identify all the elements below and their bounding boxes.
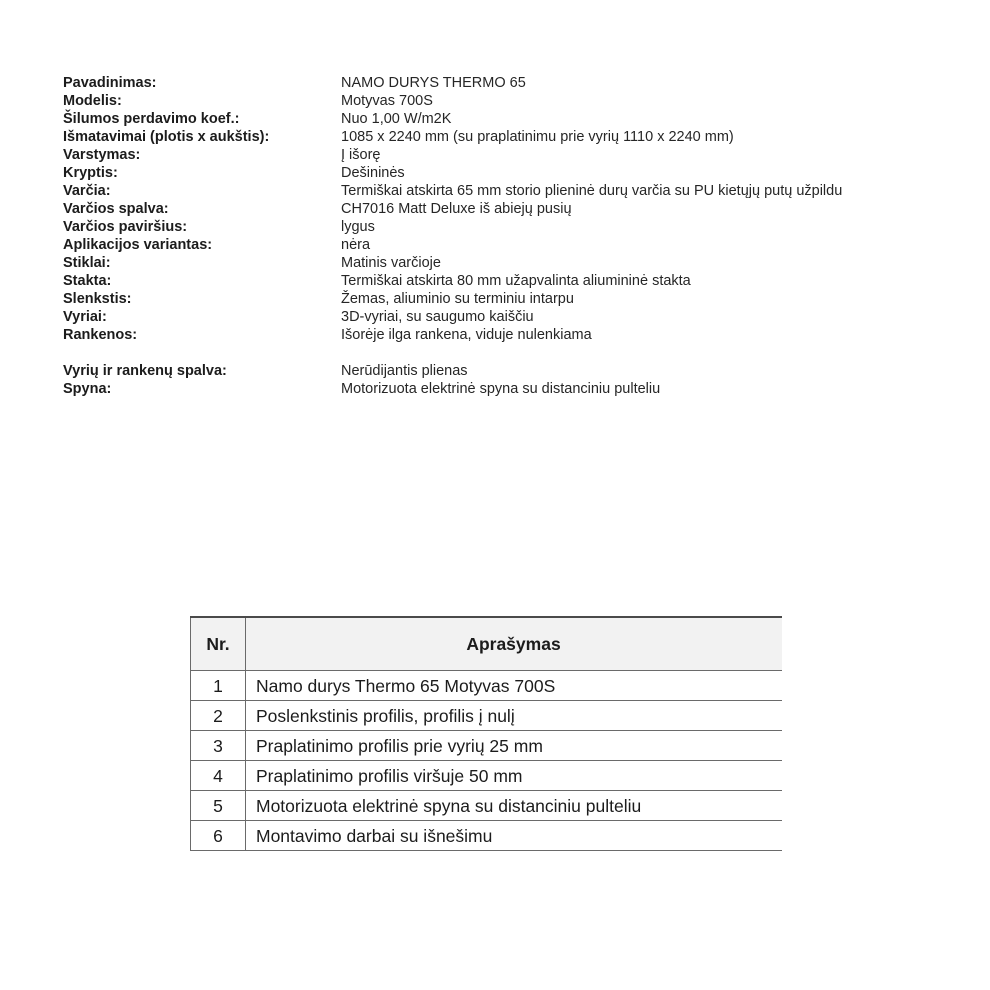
table-header-row xyxy=(191,617,783,671)
row-number: 6 xyxy=(191,821,246,851)
spec-row-glass xyxy=(63,254,943,272)
table-row xyxy=(191,791,783,821)
row-description: Praplatinimo profilis viršuje 50 mm xyxy=(246,761,783,791)
row-number: 4 xyxy=(191,761,246,791)
table-row xyxy=(191,731,783,761)
row-description: Poslenkstinis profilis, profilis į nulį xyxy=(246,701,783,731)
table-row xyxy=(191,761,783,791)
spec-label: Stakta: xyxy=(63,273,112,289)
spec-value: Motorizuota elektrinė spyna su distanciniu pulteliu xyxy=(341,381,661,397)
spec-spacer xyxy=(63,344,943,362)
spec-label: Kryptis: xyxy=(63,165,118,181)
spec-row-frame xyxy=(63,272,943,290)
spec-value: Dešininės xyxy=(341,165,405,181)
spec-row-name xyxy=(63,74,943,92)
spec-value: Žemas, aliuminio su terminiu intarpu xyxy=(341,291,574,307)
spec-row-application xyxy=(63,236,943,254)
table-row xyxy=(191,701,783,731)
spec-row-leaf-color xyxy=(63,200,943,218)
spec-value: nėra xyxy=(341,237,371,253)
spec-label: Modelis: xyxy=(63,93,122,109)
spec-value: Motyvas 700S xyxy=(341,93,433,109)
row-number: 1 xyxy=(191,671,246,701)
items-table xyxy=(190,616,782,851)
spec-label: Rankenos: xyxy=(63,327,138,343)
spec-value: Matinis varčioje xyxy=(341,255,441,271)
spec-value: 3D-vyriai, su saugumo kaiščiu xyxy=(341,309,534,325)
header-nr: Nr. xyxy=(191,617,246,671)
items-table-wrapper xyxy=(190,616,780,851)
spec-label: Aplikacijos variantas: xyxy=(63,237,213,253)
spec-label: Pavadinimas: xyxy=(63,75,157,91)
spec-row-threshold xyxy=(63,290,943,308)
spec-row-model xyxy=(63,92,943,110)
table-row xyxy=(191,671,783,701)
spec-label: Slenkstis: xyxy=(63,291,132,307)
spec-row-hinges xyxy=(63,308,943,326)
spec-row-opening xyxy=(63,146,943,164)
row-number: 5 xyxy=(191,791,246,821)
row-description: Motorizuota elektrinė spyna su distanciniu pulteliu xyxy=(246,791,783,821)
spec-label: Šilumos perdavimo koef.: xyxy=(63,111,240,127)
spec-row-lock xyxy=(63,380,943,398)
row-number: 2 xyxy=(191,701,246,731)
spec-label: Varčia: xyxy=(63,183,111,199)
spec-value: Termiškai atskirta 65 mm storio plieninė durų varčia su PU kietųjų putų užpildu xyxy=(341,183,843,199)
spec-row-direction xyxy=(63,164,943,182)
spec-label: Vyriai: xyxy=(63,309,107,325)
table-row xyxy=(191,821,783,851)
spec-value: Nerūdijantis plienas xyxy=(341,363,468,379)
spec-label: Stiklai: xyxy=(63,255,111,271)
row-description: Praplatinimo profilis prie vyrių 25 mm xyxy=(246,731,783,761)
spec-row-leaf-surface xyxy=(63,218,943,236)
spec-row-handles xyxy=(63,326,943,344)
spec-value: Į išorę xyxy=(341,147,381,163)
spec-label: Vyrių ir rankenų spalva: xyxy=(63,363,227,379)
spec-value: CH7016 Matt Deluxe iš abiejų pusių xyxy=(341,201,572,217)
spec-label: Varčios paviršius: xyxy=(63,219,188,235)
spec-row-hardware-color xyxy=(63,362,943,380)
spec-label: Varčios spalva: xyxy=(63,201,169,217)
spec-label: Išmatavimai (plotis x aukštis): xyxy=(63,129,270,145)
row-number: 3 xyxy=(191,731,246,761)
spec-row-heat-coefficient xyxy=(63,110,943,128)
row-description: Namo durys Thermo 65 Motyvas 700S xyxy=(246,671,783,701)
spec-value: Nuo 1,00 W/m2K xyxy=(341,111,452,127)
spec-value: 1085 x 2240 mm (su praplatinimu prie vyrių 1110 x 2240 mm) xyxy=(341,129,734,145)
spec-value: Išorėje ilga rankena, viduje nulenkiama xyxy=(341,327,592,343)
specification-list xyxy=(63,74,943,398)
spec-value: NAMO DURYS THERMO 65 xyxy=(341,75,526,91)
header-description: Aprašymas xyxy=(246,617,783,671)
spec-value: lygus xyxy=(341,219,375,235)
spec-value: Termiškai atskirta 80 mm užapvalinta aliumininė stakta xyxy=(341,273,691,289)
spec-row-dimensions xyxy=(63,128,943,146)
spec-row-leaf xyxy=(63,182,943,200)
row-description: Montavimo darbai su išnešimu xyxy=(246,821,783,851)
spec-label: Varstymas: xyxy=(63,147,141,163)
spec-label: Spyna: xyxy=(63,381,112,397)
